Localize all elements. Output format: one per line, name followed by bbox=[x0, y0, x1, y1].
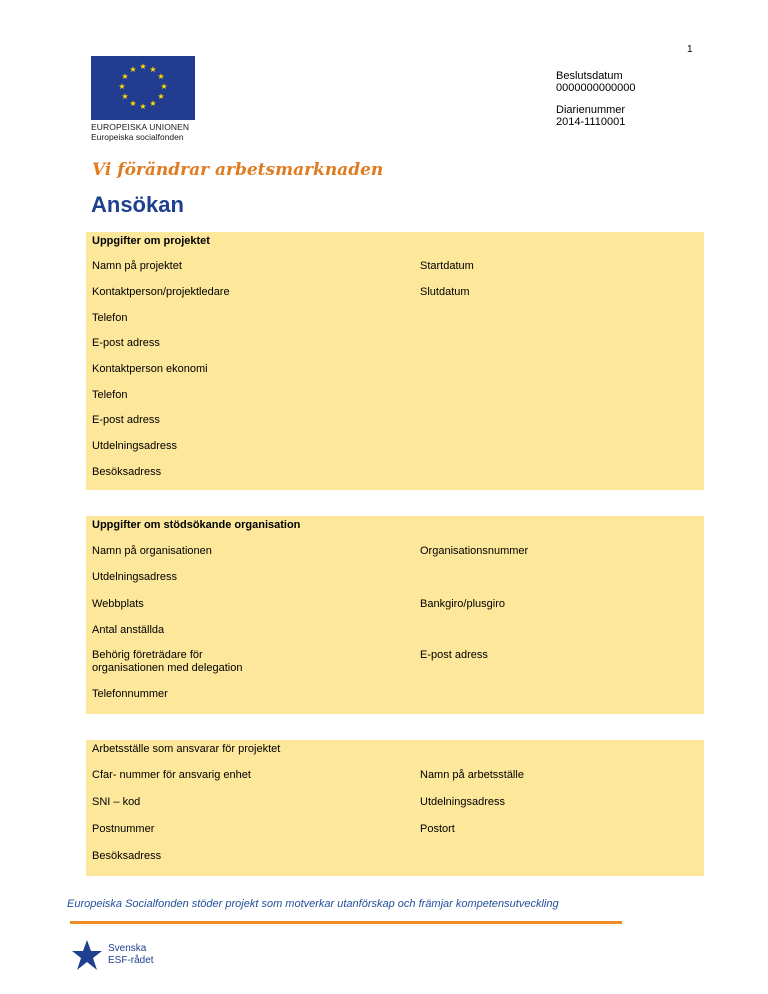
diarienummer-value: 2014-1110001 bbox=[556, 116, 626, 128]
page-title: Ansökan bbox=[91, 192, 184, 217]
field-label: E-post adress bbox=[92, 337, 160, 349]
field-label: E-post adress bbox=[92, 414, 160, 426]
svg-text:★: ★ bbox=[118, 82, 126, 91]
field-label: Namn på arbetsställe bbox=[420, 769, 524, 781]
beslutsdatum-label: Beslutsdatum bbox=[556, 70, 623, 82]
svg-text:★: ★ bbox=[149, 65, 157, 74]
field-label: Kontaktperson/projektledare bbox=[92, 286, 230, 298]
field-label: Kontaktperson ekonomi bbox=[92, 363, 208, 375]
svg-text:★: ★ bbox=[129, 65, 137, 74]
field-label: Postnummer bbox=[92, 823, 155, 835]
svg-text:★: ★ bbox=[121, 92, 129, 101]
eu-caption-line2: Europeiska socialfonden bbox=[91, 132, 184, 142]
svg-text:Vi förändrar arbetsmarknaden: Vi förändrar arbetsmarknaden bbox=[92, 160, 384, 180]
slogan bbox=[92, 158, 384, 182]
svg-text:★: ★ bbox=[157, 72, 165, 81]
field-label: Besöksadress bbox=[92, 466, 162, 478]
beslutsdatum-value: 0000000000000 bbox=[556, 82, 636, 94]
esf-star-icon bbox=[70, 938, 104, 974]
diarienummer-label: Diarienummer bbox=[556, 104, 626, 116]
organisation-section bbox=[86, 516, 704, 714]
decision-info bbox=[556, 70, 636, 128]
field-label: Behörig företrädare för bbox=[92, 649, 203, 661]
field-label: Besöksadress bbox=[92, 850, 162, 862]
field-label: E-post adress bbox=[420, 649, 488, 661]
field-label: Bankgiro/plusgiro bbox=[420, 598, 505, 610]
svg-text:★: ★ bbox=[139, 62, 147, 71]
page-number: 1 bbox=[687, 44, 693, 55]
field-label: Namn på projektet bbox=[92, 260, 182, 272]
field-label: Telefon bbox=[92, 312, 128, 324]
esf-logo-line1: Svenska bbox=[108, 943, 147, 954]
field-label: Utdelningsadress bbox=[420, 796, 505, 808]
svg-text:★: ★ bbox=[160, 82, 168, 91]
field-label: Organisationsnummer bbox=[420, 545, 529, 557]
eu-logo bbox=[91, 56, 197, 148]
svg-text:★: ★ bbox=[139, 102, 147, 111]
section-heading: Arbetsställe som ansvarar för projektet bbox=[92, 743, 281, 755]
svg-text:★: ★ bbox=[121, 72, 129, 81]
field-label: Telefonnummer bbox=[92, 688, 168, 700]
workplace-section bbox=[86, 740, 704, 876]
field-label: Telefon bbox=[92, 389, 128, 401]
field-label: organisationen med delegation bbox=[92, 662, 243, 674]
esf-logo-line2: ESF-rådet bbox=[108, 955, 154, 966]
footer-divider bbox=[70, 921, 622, 924]
field-label: Utdelningsadress bbox=[92, 440, 177, 452]
field-label: Antal anställda bbox=[92, 624, 165, 636]
field-label: Startdatum bbox=[420, 260, 474, 272]
field-label: Webbplats bbox=[92, 598, 144, 610]
field-label: SNI – kod bbox=[92, 796, 141, 808]
svg-text:★: ★ bbox=[157, 92, 165, 101]
esf-logo bbox=[70, 938, 180, 978]
field-label: Namn på organisationen bbox=[92, 545, 212, 557]
footer-text: Europeiska Socialfonden stöder projekt som motverkar utanförskap och främjar kompetensutveckling bbox=[67, 898, 559, 910]
section-heading: Uppgifter om projektet bbox=[92, 235, 210, 247]
field-label: Utdelningsadress bbox=[92, 571, 177, 583]
field-label: Cfar- nummer för ansvarig enhet bbox=[92, 769, 251, 781]
project-info-section bbox=[86, 232, 704, 490]
eu-caption-line1: EUROPEISKA UNIONEN bbox=[91, 122, 190, 132]
field-label: Slutdatum bbox=[420, 286, 470, 298]
svg-text:★: ★ bbox=[149, 99, 157, 108]
field-label: Postort bbox=[420, 823, 455, 835]
section-heading: Uppgifter om stödsökande organisation bbox=[92, 519, 301, 531]
eu-flag-icon bbox=[91, 56, 195, 120]
svg-text:★: ★ bbox=[129, 99, 137, 108]
